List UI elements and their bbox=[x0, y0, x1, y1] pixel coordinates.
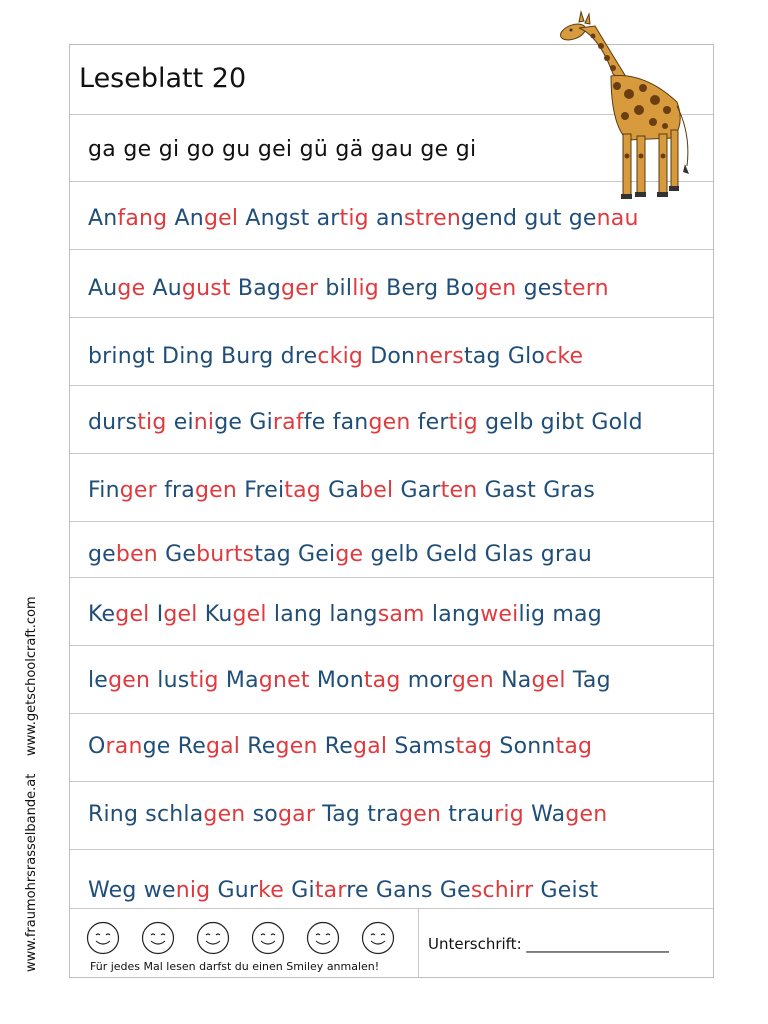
word-row bbox=[70, 850, 713, 909]
syllable-red: ke bbox=[258, 878, 285, 903]
word-row bbox=[70, 782, 713, 850]
word-row bbox=[70, 250, 713, 318]
syllable-red: ten bbox=[440, 478, 478, 503]
syllable-red: gen bbox=[474, 276, 517, 301]
syllable-blue: Au bbox=[145, 276, 182, 301]
smiley-icon[interactable] bbox=[196, 921, 230, 955]
syllable-red: tag bbox=[455, 734, 493, 759]
syllable-red: gen bbox=[275, 734, 318, 759]
smiley-icon[interactable] bbox=[86, 921, 120, 955]
syllable-blue: durs bbox=[88, 410, 138, 435]
word-line bbox=[88, 668, 611, 693]
syllable-blue: ge Gi bbox=[214, 410, 273, 435]
syllable-red: wei bbox=[480, 602, 519, 627]
smiley-icon[interactable] bbox=[361, 921, 395, 955]
syllable-red: raf bbox=[272, 410, 304, 435]
syllable-red: gel bbox=[115, 602, 150, 627]
syllable-blue: An bbox=[167, 206, 204, 231]
syllable-blue: ge bbox=[88, 542, 116, 567]
syllable-red: bel bbox=[359, 478, 394, 503]
syllable-blue: fra bbox=[156, 478, 195, 503]
syllable-red: cke bbox=[545, 344, 584, 369]
syllable-red: gel bbox=[232, 602, 267, 627]
word-line bbox=[88, 734, 592, 759]
footer bbox=[70, 909, 713, 977]
syllable-red: gen bbox=[368, 410, 411, 435]
syllable-blue: gelb Geld Glas grau bbox=[363, 542, 593, 567]
syllable-blue: fe fan bbox=[303, 410, 369, 435]
syllable-red: ger bbox=[281, 276, 319, 301]
syllable-red: gust bbox=[181, 276, 231, 301]
smiley-icon[interactable] bbox=[251, 921, 285, 955]
syllable-red: tig bbox=[137, 410, 167, 435]
syllable-blue: Tag tra bbox=[315, 802, 400, 827]
syllable-blue: mor bbox=[400, 668, 452, 693]
word-line bbox=[88, 478, 595, 503]
syllable-blue: Ku bbox=[197, 602, 233, 627]
word-line bbox=[88, 206, 639, 231]
syllable-red: tig bbox=[448, 410, 478, 435]
word-line bbox=[88, 602, 602, 627]
syllable-blue: trau bbox=[441, 802, 495, 827]
syllable-blue: Geist bbox=[533, 878, 599, 903]
syllable-red: lig bbox=[352, 276, 379, 301]
syllable-blue: Weg we bbox=[88, 878, 176, 903]
smiley-icon[interactable] bbox=[141, 921, 175, 955]
syllable-blue: Ke bbox=[88, 602, 116, 627]
syllable-red: sam bbox=[377, 602, 425, 627]
syllable-blue: lang bbox=[424, 602, 481, 627]
syllable-red: tag bbox=[363, 668, 401, 693]
syllable-blue: Tag bbox=[565, 668, 611, 693]
syllable-red: stren bbox=[403, 206, 462, 231]
syllable-red: ge bbox=[117, 276, 146, 301]
syllable-red: gel bbox=[203, 206, 239, 231]
syllable-red: tag bbox=[555, 734, 593, 759]
syllable-blue: tag Gei bbox=[254, 542, 336, 567]
syllable-blue: Ge bbox=[157, 542, 197, 567]
syllable-red: tern bbox=[563, 276, 609, 301]
syllable-red: gal bbox=[205, 734, 241, 759]
syllable-blue: lang lang bbox=[266, 602, 378, 627]
syllable-red: gel bbox=[531, 668, 566, 693]
syllable-red: burts bbox=[196, 542, 255, 567]
syllable-blue: re Gans Ge bbox=[346, 878, 471, 903]
syllable-blue: Gur bbox=[210, 878, 259, 903]
word-row bbox=[70, 714, 713, 782]
syllable-red: tar bbox=[314, 878, 347, 903]
word-row bbox=[70, 578, 713, 646]
syllable-blue: Sonn bbox=[492, 734, 556, 759]
syllable-blue: gelb gibt Gold bbox=[477, 410, 643, 435]
syllable-blue: ge Re bbox=[142, 734, 206, 759]
word-line bbox=[88, 878, 598, 903]
syllable-blue: Gast Gras bbox=[477, 478, 596, 503]
syllable-red: schirr bbox=[470, 878, 534, 903]
syllable-blue: an bbox=[368, 206, 404, 231]
syllable-red: gen bbox=[399, 802, 442, 827]
syllable-red: gen bbox=[203, 802, 246, 827]
word-row bbox=[70, 386, 713, 454]
word-line bbox=[88, 802, 607, 827]
syllable-red: ang bbox=[125, 206, 168, 231]
syllable-red: gar bbox=[277, 802, 316, 827]
syllable-blue: Gi bbox=[284, 878, 315, 903]
syllable-blue: tag Glo bbox=[463, 344, 546, 369]
syllable-red: f bbox=[117, 206, 126, 231]
syllable-blue: bil bbox=[318, 276, 353, 301]
page-title: Leseblatt 20 bbox=[79, 63, 247, 94]
syllable-blue: Re bbox=[317, 734, 354, 759]
syllable-red: tig bbox=[339, 206, 369, 231]
syllable-blue: fer bbox=[410, 410, 449, 435]
smiley-area bbox=[70, 909, 419, 977]
syllable-red: gnet bbox=[258, 668, 310, 693]
syllable-red: ben bbox=[115, 542, 158, 567]
syllable-blue: so bbox=[245, 802, 278, 827]
syllable-blue: Bag bbox=[230, 276, 282, 301]
syllable-blue: I bbox=[149, 602, 164, 627]
syllable-red: ners bbox=[415, 344, 464, 369]
syllable-red: tig bbox=[189, 668, 219, 693]
word-row bbox=[70, 646, 713, 714]
syllable-blue: Ring schla bbox=[88, 802, 204, 827]
smiley-icon[interactable] bbox=[306, 921, 340, 955]
syllable-blue: Fin bbox=[88, 478, 120, 503]
syllable-blue: Mon bbox=[309, 668, 364, 693]
syllable-blue: Wa bbox=[523, 802, 566, 827]
syllable-red: ni bbox=[193, 410, 215, 435]
word-line bbox=[88, 344, 583, 369]
syllable-blue: Angst ar bbox=[238, 206, 340, 231]
syllable-blue: Na bbox=[493, 668, 532, 693]
word-row bbox=[70, 318, 713, 386]
syllable-line: ga ge gi go gu gei gü gä gau ge gi bbox=[88, 137, 477, 162]
syllable-blue: Don bbox=[363, 344, 416, 369]
syllable-red: ran bbox=[105, 734, 143, 759]
syllable-blue: lig mag bbox=[518, 602, 602, 627]
signature-field[interactable]: Unterschrift: ___________________ bbox=[428, 935, 669, 953]
word-row bbox=[70, 522, 713, 578]
syllable-blue: Re bbox=[240, 734, 276, 759]
syllable-blue: O bbox=[88, 734, 106, 759]
word-row bbox=[70, 454, 713, 522]
syllable-blue: Berg Bo bbox=[378, 276, 475, 301]
syllable-red: gen bbox=[194, 478, 237, 503]
syllable-red: ckig bbox=[317, 344, 364, 369]
website-text-2: www.fraumohrsrasselbande.at bbox=[24, 773, 39, 972]
syllable-red: gen bbox=[451, 668, 494, 693]
syllable-red: tag bbox=[284, 478, 321, 503]
syllable-red: gel bbox=[163, 602, 198, 627]
syllable-blue: gend gut ge bbox=[461, 206, 597, 231]
syllable-blue: Ma bbox=[218, 668, 259, 693]
word-line bbox=[88, 276, 609, 301]
syllable-red: rig bbox=[494, 802, 524, 827]
syllable-blue: le bbox=[88, 668, 109, 693]
syllable-red: nig bbox=[175, 878, 211, 903]
syllable-red: ge bbox=[335, 542, 364, 567]
syllable-blue: An bbox=[88, 206, 118, 231]
syllable-blue: ges bbox=[516, 276, 564, 301]
giraffe-illustration bbox=[555, 6, 705, 206]
syllable-blue: Ga bbox=[320, 478, 360, 503]
syllable-red: nau bbox=[596, 206, 639, 231]
syllable-blue: Sams bbox=[387, 734, 456, 759]
syllable-blue: Frei bbox=[237, 478, 285, 503]
syllable-blue: Gar bbox=[393, 478, 441, 503]
syllable-blue: ei bbox=[166, 410, 194, 435]
word-line bbox=[88, 410, 643, 435]
syllable-blue: bringt Ding Burg dre bbox=[88, 344, 318, 369]
syllable-red: ger bbox=[119, 478, 157, 503]
syllable-red: gen bbox=[565, 802, 608, 827]
syllable-red: gal bbox=[353, 734, 388, 759]
syllable-blue: lus bbox=[150, 668, 190, 693]
website-text-1: www.getschoolcraft.com bbox=[24, 596, 39, 756]
syllable-blue: Au bbox=[88, 276, 118, 301]
footer-note: Für jedes Mal lesen darfst du einen Smiley anmalen! bbox=[90, 960, 380, 973]
syllable-red: gen bbox=[108, 668, 151, 693]
word-line bbox=[88, 542, 592, 567]
